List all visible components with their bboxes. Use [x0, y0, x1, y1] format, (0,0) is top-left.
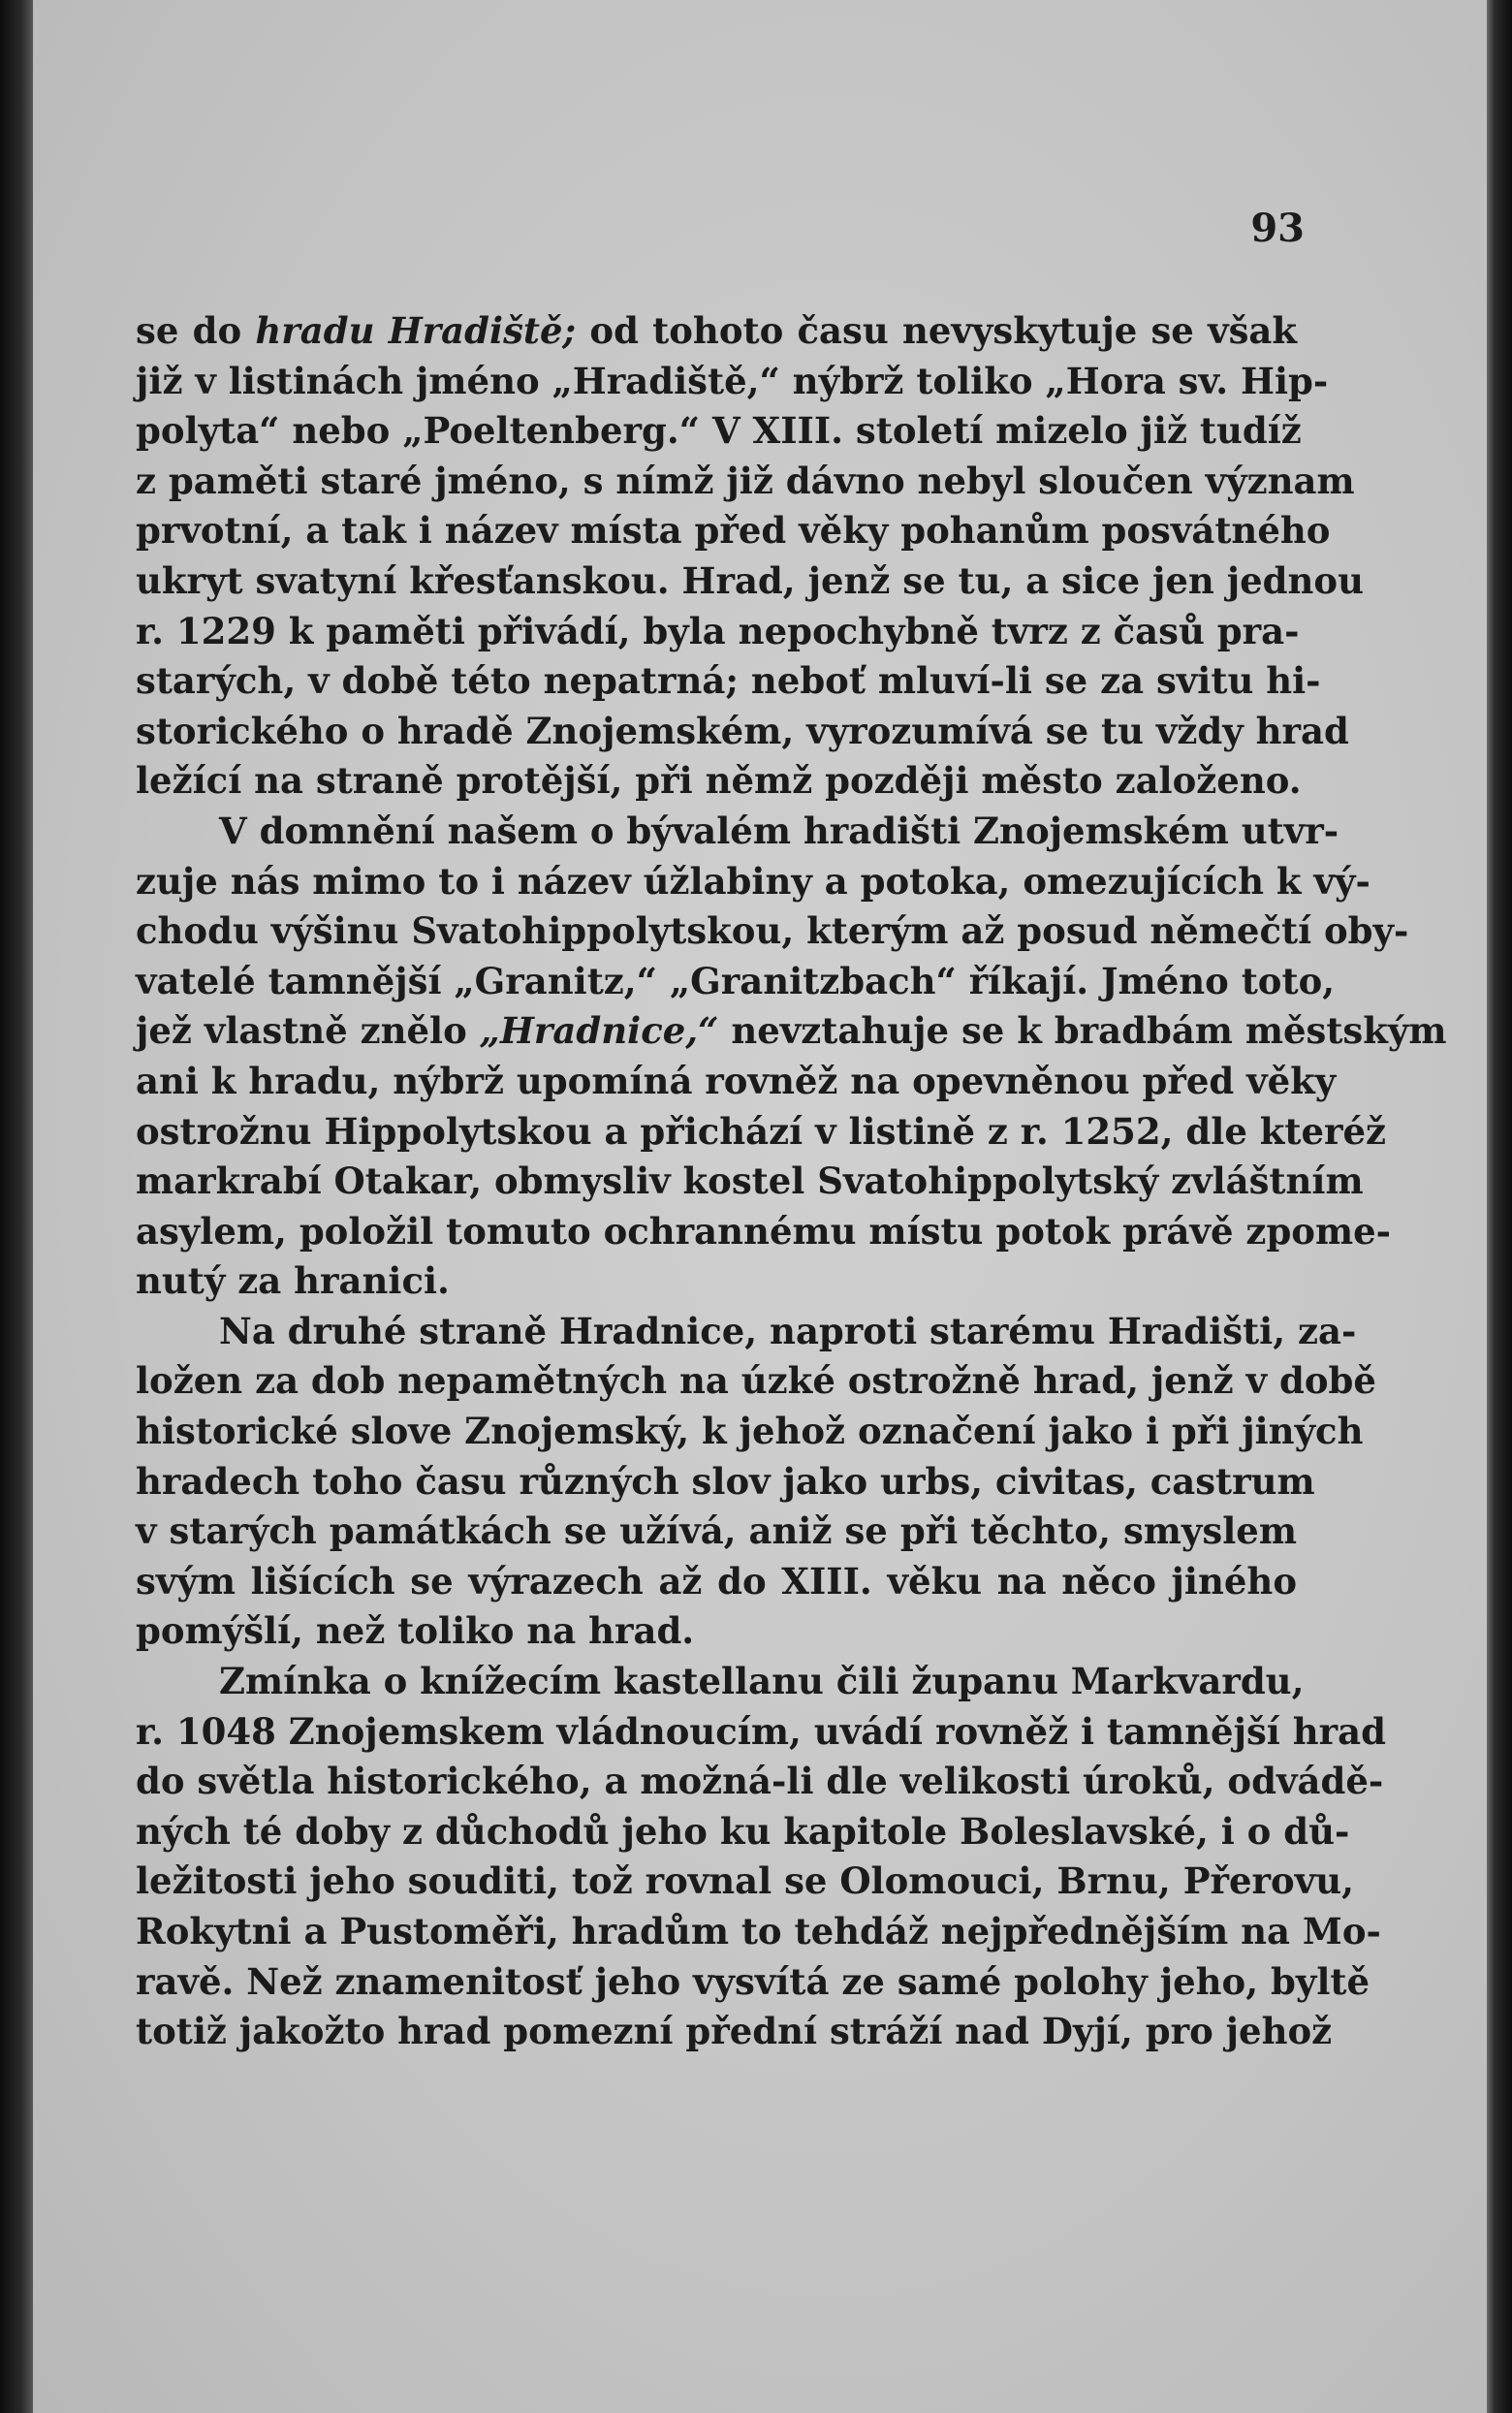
page-number: 93 — [1250, 206, 1305, 251]
text-line — [136, 2007, 1333, 2057]
text-run: r. 1048 Znojemskem vládnoucím, uvádí rovněž i tamnější hrad — [136, 1709, 1386, 1753]
text-line — [136, 457, 1355, 507]
text-line — [136, 1907, 1381, 1957]
text-line — [136, 1707, 1386, 1758]
text-line — [136, 1857, 1355, 1907]
book-page — [33, 0, 1487, 2413]
text-run: ostrožnu Hippolytskou a přichází v listině z r. 1252, dle kteréž — [136, 1109, 1387, 1153]
text-line — [136, 1207, 1392, 1257]
text-line — [136, 1107, 1387, 1158]
text-run: Na druhé straně Hradnice, naproti starému Hradišti, za- — [219, 1309, 1357, 1352]
text-run: asylem, položil tomuto ochrannému místu potok právě zpome- — [136, 1209, 1392, 1253]
text-line — [136, 607, 1300, 657]
text-run: Rokytni a Pustoměři, hradům to tehdáž nejpřednějším na Mo- — [136, 1910, 1381, 1953]
text-line — [136, 1356, 1376, 1407]
text-run: r. 1229 k paměti přivádí, byla nepochybně tvrz z časů pra- — [136, 609, 1300, 652]
text-run: ani k hradu, nýbrž upomíná rovněž na opevněnou před věky — [136, 1059, 1337, 1102]
text-line — [136, 1407, 1364, 1457]
text-run: jež vlastně znělo — [136, 1009, 480, 1053]
text-run: nutý za hranici. — [136, 1259, 450, 1303]
text-line — [136, 1557, 1297, 1607]
text-run: zuje nás mimo to i název úžlabiny a potoka, omezujících k vý- — [136, 859, 1370, 903]
paragraph — [136, 807, 1447, 1307]
text-run: hradech toho času různých slov jako urbs, civitas, castrum — [136, 1459, 1315, 1503]
text-run: prvotní, a tak i název místa před věky pohanům posvátného — [136, 509, 1331, 553]
text-run: pomýšlí, než toliko na hrad. — [136, 1609, 695, 1653]
paragraph — [136, 1307, 1376, 1657]
text-line — [136, 556, 1364, 607]
text-run: chodu výšinu Svatohippolytskou, kterým až posud němečtí oby- — [136, 909, 1409, 953]
text-run: ukryt svatyní křesťanskou. Hrad, jenž se tu, a sice jen jednou — [136, 558, 1364, 602]
paragraph — [136, 306, 1364, 807]
text-run: svým lišících se výrazech až do XIII. věku na něco jiného — [136, 1559, 1297, 1603]
text-line — [136, 506, 1331, 556]
text-run: v starých památkách se užívá, aniž se při těchto, smyslem — [136, 1509, 1297, 1553]
text-line — [136, 1757, 1384, 1807]
text-line — [136, 1507, 1297, 1557]
text-line — [136, 406, 1302, 457]
text-run: ravě. Než znamenitosť jeho vysvítá ze samé polohy jeho, byltě — [136, 1959, 1370, 2003]
text-run: ných té doby z důchodů jeho ku kapitole Boleslavské, i o dů- — [136, 1809, 1350, 1853]
text-line — [136, 1006, 1447, 1057]
text-run: V domnění našem o bývalém hradišti Znojemském utvr- — [219, 809, 1339, 852]
text-run: již v listinách jméno „Hradiště,“ nýbrž toliko „Hora sv. Hip- — [136, 359, 1329, 402]
text-run: totiž jakožto hrad pomezní přední stráží nad Dyjí, pro jehož — [136, 2010, 1333, 2053]
italic-text-run: hradu Hradiště; — [255, 309, 577, 352]
text-line — [136, 656, 1321, 707]
text-line — [136, 707, 1349, 757]
text-run: polyta“ nebo „Poeltenberg.“ V XIII. století mizelo již tudíž — [136, 409, 1302, 453]
text-run: Zmínka o knížecím kastellanu čili županu Markvardu, — [219, 1660, 1305, 1703]
text-run: se do — [136, 309, 256, 352]
text-line — [136, 807, 1339, 857]
italic-text-run: „Hradnice,“ — [479, 1009, 719, 1053]
text-run: historické slove Znojemský, k jehož označení jako i při jiných — [136, 1410, 1364, 1453]
text-line — [136, 1457, 1315, 1508]
text-line — [136, 1657, 1305, 1707]
text-run: storického o hradě Znojemském, vyrozumívá se tu vždy hrad — [136, 709, 1349, 752]
text-run: ložen za dob nepamětných na úzké ostrožně hrad, jenž v době — [136, 1359, 1376, 1403]
text-line — [136, 1807, 1350, 1857]
text-line — [136, 306, 1297, 357]
text-run: markrabí Otakar, obmysliv kostel Svatohippolytský zvláštním — [136, 1159, 1364, 1203]
text-run: vatelé tamnější „Granitz,“ „Granitzbach“ říkají. Jméno toto, — [136, 959, 1336, 1002]
text-run: starých, v době této nepatrná; neboť mluví-li se za svitu hi- — [136, 659, 1321, 703]
text-run: do světla historického, a možná-li dle velikosti úroků, odvádě- — [136, 1760, 1384, 1803]
text-run: z paměti staré jméno, s nímž již dávno nebyl sloučen význam — [136, 459, 1355, 502]
text-line — [136, 1606, 1297, 1657]
text-run: nevztahuje se k bradbám městským — [718, 1009, 1447, 1053]
text-run: ležitosti jeho souditi, tož rovnal se Olomouci, Brnu, Přerovu, — [136, 1859, 1355, 1903]
text-line — [136, 906, 1409, 957]
text-line — [136, 1957, 1370, 2008]
text-line — [136, 1057, 1337, 1107]
text-line — [136, 756, 1302, 807]
text-line — [136, 357, 1329, 407]
text-run: od tohoto času nevyskytuje se však — [576, 309, 1298, 352]
text-line — [136, 1256, 1297, 1307]
text-line — [136, 957, 1336, 1007]
text-line — [136, 1307, 1357, 1357]
text-run: ležící na straně protější, při němž později město založeno. — [136, 759, 1302, 803]
text-line — [136, 1157, 1364, 1207]
text-line — [136, 857, 1370, 907]
body-text — [136, 306, 1447, 2057]
paragraph — [136, 1657, 1386, 2057]
scan-edge-right — [1483, 0, 1512, 2413]
